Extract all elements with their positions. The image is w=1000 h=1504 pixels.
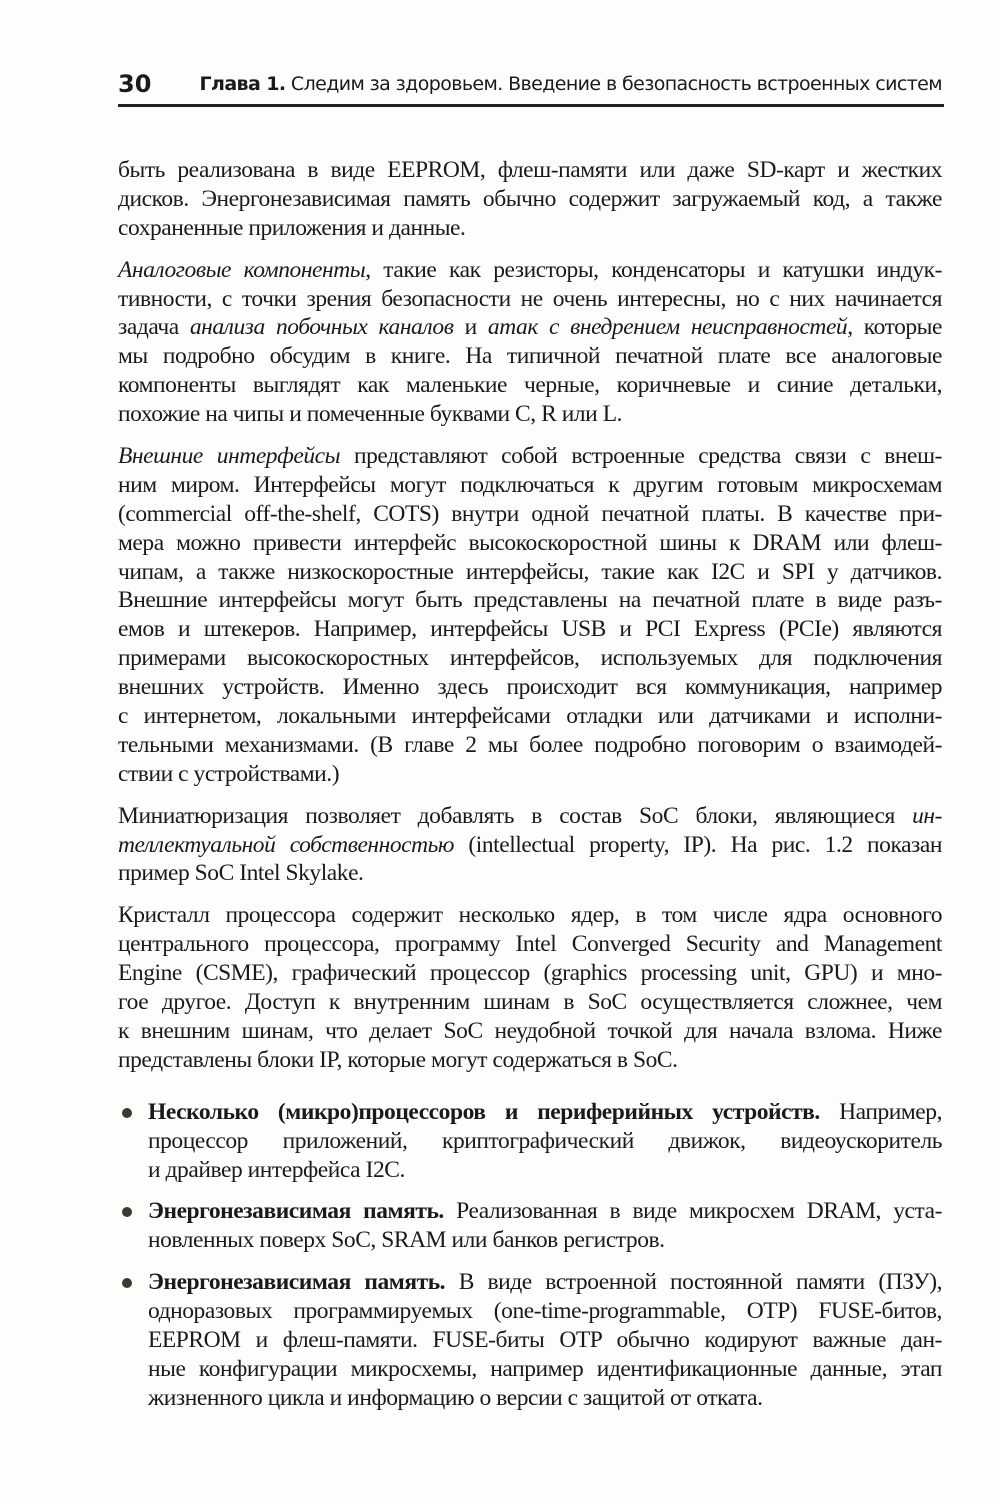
text-segment: к внешним шинам, что делает SoC неудобной точкой для начала взлома. Ниже	[118, 1017, 942, 1044]
text-line	[118, 702, 942, 731]
text-segment: мы подробно обсудим в книге. На типичной печатной плате все аналоговые	[118, 343, 942, 370]
text-segment: центрального процессора, программу Intel Converged Security and Management	[118, 931, 942, 958]
italic-term: теллектуальной собственностью	[118, 831, 455, 858]
paragraphs	[118, 156, 942, 1075]
text-line	[118, 471, 942, 500]
text-segment: процессор приложений, криптографический движок, видеоускоритель	[148, 1127, 942, 1154]
text-line	[118, 673, 942, 702]
text-segment: , которые	[847, 314, 943, 341]
text-line	[118, 959, 942, 988]
text-segment: и	[453, 314, 488, 341]
text-segment: Миниатюризация позволяет добавлять в состав SoC блоки, являющиеся	[118, 802, 913, 829]
text-line	[148, 1384, 942, 1413]
bullet-icon	[122, 1207, 132, 1217]
text-line	[148, 1197, 942, 1226]
bold-term: Несколько (микро)процессоров и периферийных устройств.	[148, 1098, 820, 1125]
text-segment: представляют собой встроенные средства связи с внеш-	[340, 443, 942, 470]
header-rule	[118, 104, 944, 107]
text-segment: жизненного цикла и информацию о версии с защитой от отката.	[148, 1384, 763, 1411]
text-segment: похожие на чипы и помеченные буквами C, R или L.	[118, 401, 623, 428]
text-segment: (intellectual property, IP). На рис. 1.2 показан	[454, 831, 943, 858]
text-segment: ные конфигурации микросхемы, например идентификационные данные, этап	[148, 1355, 942, 1382]
text-segment: пример SoC Intel Skylake.	[118, 860, 364, 887]
bullet-list	[118, 1098, 942, 1413]
italic-term: анализа побочных каналов	[189, 314, 454, 341]
bullet-icon	[122, 1108, 132, 1118]
chapter-title: Следим за здоровьем. Введение в безопасность встроенных систем	[290, 73, 942, 95]
bold-term: Энергонезависимая память.	[148, 1269, 446, 1296]
bullet-item	[118, 1268, 942, 1412]
running-header	[118, 70, 942, 100]
text-segment: Внешние интерфейсы могут быть представлены на печатной плате в виде разъ-	[118, 587, 942, 614]
text-segment: новленных поверх SoC, SRAM или банков регистров.	[148, 1227, 665, 1254]
text-line	[118, 1017, 942, 1046]
paragraph	[118, 256, 942, 429]
text-line	[148, 1326, 942, 1355]
text-segment: тивности, с точки зрения безопасности не очень интересны, но с них начинается	[118, 285, 942, 312]
text-segment: компоненты выглядят как маленькие черные, коричневые и синие детальки,	[118, 372, 942, 399]
text-segment: (commercial off-the-shelf, COTS) внутри одной печатной платы. В качестве при-	[118, 500, 942, 527]
chapter-label: Глава 1.	[199, 73, 286, 95]
text-segment: внешних устройств. Именно здесь происходит вся коммуникация, например	[118, 674, 942, 701]
text-segment: мера можно привести интерфейс высокоскоростной шины к DRAM или флеш-	[118, 529, 942, 556]
text-line	[118, 214, 942, 243]
bullet-icon	[122, 1278, 132, 1288]
text-segment: чипам, а также низкоскоростные интерфейсы, такие как I2C и SPI у датчиков.	[118, 558, 942, 585]
page-body	[118, 156, 942, 1426]
paragraph	[118, 442, 942, 789]
text-line	[118, 859, 942, 888]
text-segment: Реализованная в виде микросхем DRAM, уста-	[443, 1198, 942, 1225]
paragraph	[118, 802, 942, 889]
text-line	[118, 256, 942, 285]
text-line	[148, 1127, 942, 1156]
text-line	[118, 901, 942, 930]
text-segment: с интернетом, локальными интерфейсами отладки или датчиками и исполни-	[118, 703, 942, 730]
text-line	[118, 285, 942, 314]
bullet-item	[118, 1197, 942, 1255]
text-line	[118, 400, 942, 429]
text-segment: EEPROM и флеш-памяти. FUSE-биты OTP обычно кодируют важные дан-	[148, 1326, 942, 1353]
text-segment: Например,	[819, 1098, 943, 1125]
text-line	[118, 500, 942, 529]
text-line	[118, 529, 942, 558]
text-segment: ним миром. Интерфейсы могут подключаться к другим готовым микросхемам	[118, 471, 942, 498]
text-segment: сохраненные приложения и данные.	[118, 214, 466, 241]
text-line	[118, 558, 942, 587]
text-segment: дисков. Энергонезависимая память обычно содержит загружаемый код, а также	[118, 185, 942, 212]
text-line	[118, 586, 942, 615]
chapter-heading	[200, 73, 942, 95]
text-line	[118, 802, 942, 831]
text-segment: примерами высокоскоростных интерфейсов, используемых для подключения	[118, 645, 942, 672]
text-line	[118, 644, 942, 673]
text-line	[148, 1156, 942, 1185]
text-line	[148, 1268, 942, 1297]
text-line	[118, 930, 942, 959]
italic-term: атак с внедрением неисправностей	[487, 314, 848, 341]
text-line	[118, 342, 942, 371]
text-segment: В виде встроенной постоянной памяти (ПЗУ),	[445, 1269, 942, 1296]
text-line	[118, 760, 942, 789]
paragraph	[118, 901, 942, 1074]
text-segment: и драйвер интерфейса I2C.	[148, 1156, 405, 1183]
text-line	[148, 1098, 942, 1127]
bullet-item	[118, 1098, 942, 1185]
text-segment: гое другое. Доступ к внутренним шинам в SoC осуществляется сложнее, чем	[118, 989, 942, 1016]
text-line	[118, 731, 942, 760]
text-line	[118, 185, 942, 214]
text-line	[118, 371, 942, 400]
text-segment: , такие как резисторы, конденсаторы и катушки индук-	[365, 256, 942, 283]
text-segment: емов и штекеров. Например, интерфейсы USB и PCI Express (PCIe) являются	[118, 616, 942, 643]
text-segment: задача	[118, 314, 190, 341]
text-line	[118, 313, 942, 342]
text-line	[118, 988, 942, 1017]
bold-term: Энергонезависимая память.	[148, 1198, 444, 1225]
text-segment: Engine (CSME), графический процессор (graphics processing unit, GPU) и мно-	[118, 960, 942, 987]
italic-term: Аналоговые компоненты	[118, 256, 366, 283]
text-segment: ствии с устройствами.)	[118, 760, 340, 787]
paragraph	[118, 156, 942, 243]
italic-term: ин-	[912, 802, 942, 829]
text-line	[148, 1355, 942, 1384]
text-line	[118, 156, 942, 185]
text-line	[118, 442, 942, 471]
text-segment: одноразовых программируемых (one-time-programmable, OTP) FUSE-битов,	[148, 1298, 942, 1325]
text-line	[148, 1297, 942, 1326]
page-number: 30	[118, 70, 152, 98]
text-line	[118, 831, 942, 860]
text-segment: быть реализована в виде EEPROM, флеш-памяти или даже SD-карт и жестких	[118, 157, 942, 183]
text-segment: представлены блоки IP, которые могут содержаться в SoC.	[118, 1046, 678, 1073]
text-line	[118, 1046, 942, 1075]
text-line	[118, 615, 942, 644]
text-segment: тельными механизмами. (В главе 2 мы более подробно поговорим о взаимодей-	[118, 731, 942, 758]
text-segment: Кристалл процессора содержит несколько ядер, в том числе ядра основного	[118, 902, 942, 929]
italic-term: Внешние интерфейсы	[118, 443, 341, 470]
text-line	[148, 1226, 942, 1255]
